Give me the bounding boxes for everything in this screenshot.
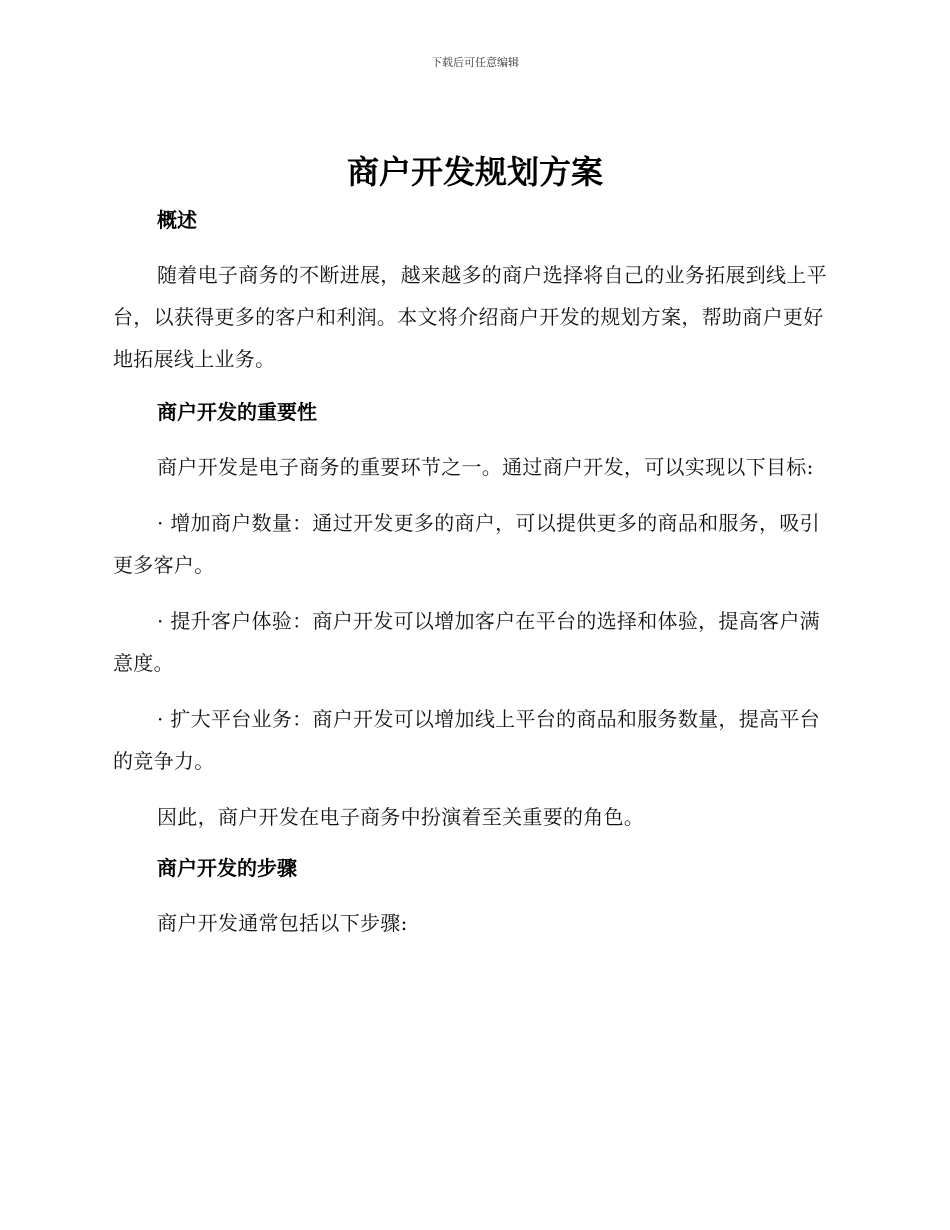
steps-intro-paragraph: 商户开发通常包括以下步骤: bbox=[157, 911, 408, 935]
bullet-item-customer-experience: · 提升客户体验：商户开发可以增加客户在平台的选择和体验，提高客户满意度。 bbox=[113, 609, 820, 675]
section-heading-importance: 商户开发的重要性 bbox=[157, 400, 317, 424]
section-heading-steps: 商户开发的步骤 bbox=[157, 856, 297, 880]
document-title: 商户开发规划方案 bbox=[346, 153, 603, 191]
importance-conclusion-paragraph: 因此，商户开发在电子商务中扮演着至关重要的角色。 bbox=[157, 805, 645, 829]
document-body bbox=[113, 202, 833, 958]
bullet-item-platform-business: · 扩大平台业务：商户开发可以增加线上平台的商品和服务数量，提高平台的竞争力。 bbox=[113, 707, 820, 773]
bullet-item-merchant-count: · 增加商户数量：通过开发更多的商户，可以提供更多的商品和服务，吸引更多客户。 bbox=[113, 511, 820, 577]
section-heading-overview: 概述 bbox=[157, 208, 197, 232]
overview-paragraph: 随着电子商务的不断进展，越来越多的商户选择将自己的业务拓展到线上平台，以获得更多的客户和利润。本文将介绍商户开发的规划方案，帮助商户更好地拓展线上业务。 bbox=[113, 263, 827, 371]
header-note: 下载后可任意编辑 bbox=[431, 56, 519, 69]
importance-intro-paragraph: 商户开发是电子商务的重要环节之一。通过商户开发，可以实现以下目标: bbox=[157, 455, 814, 479]
